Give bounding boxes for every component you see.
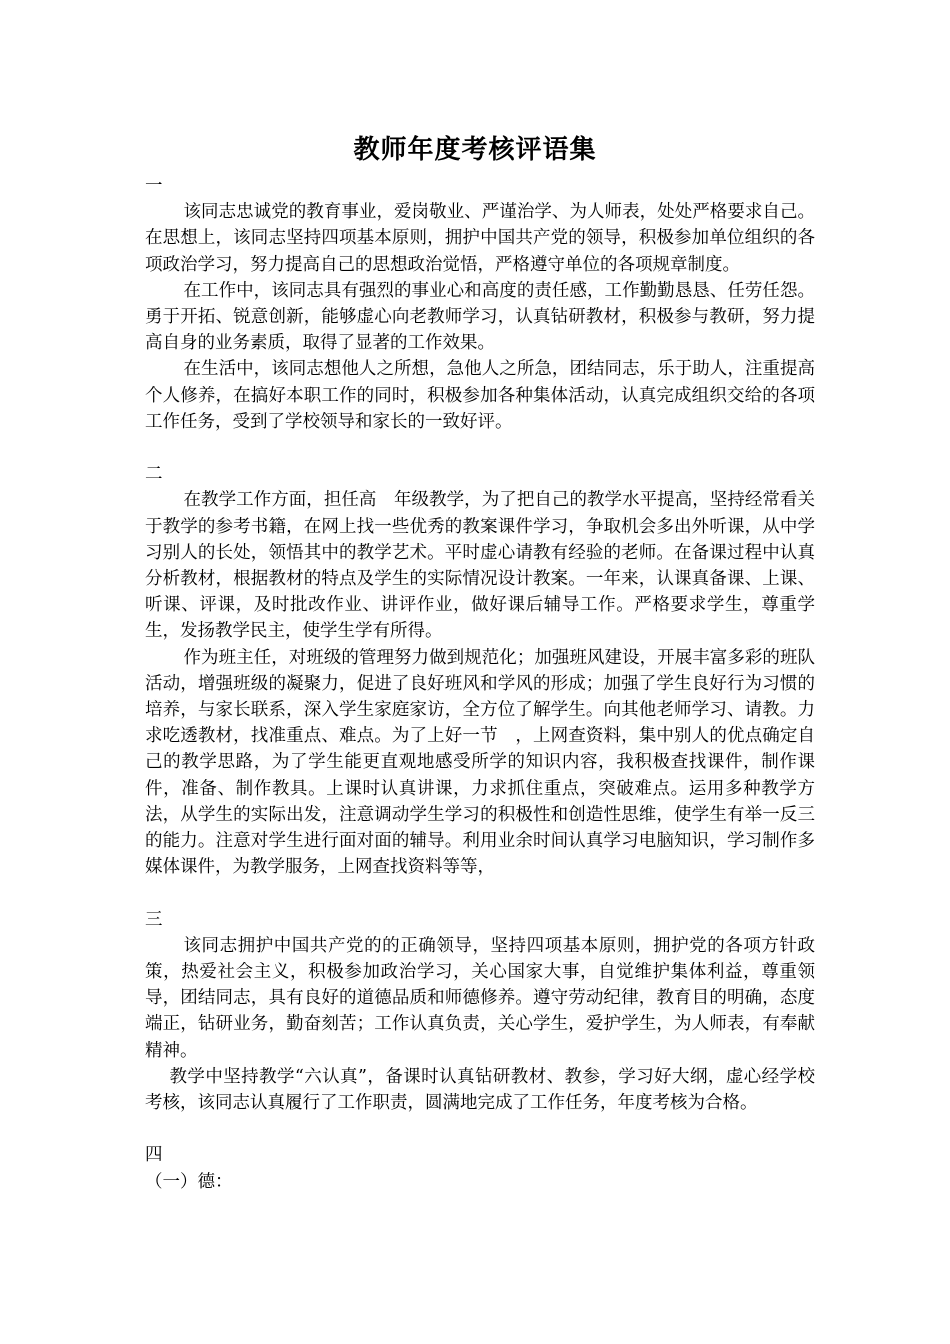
section-heading: 二 bbox=[145, 464, 163, 485]
section-4 bbox=[145, 1142, 815, 1194]
spacer bbox=[145, 1116, 815, 1142]
section-heading: 一 bbox=[145, 176, 163, 196]
section-heading: 三 bbox=[145, 909, 163, 930]
section-3 bbox=[145, 907, 815, 1117]
section-heading: 四 bbox=[145, 1145, 163, 1166]
section-1 bbox=[145, 173, 815, 435]
subsection-heading: （一）德： bbox=[145, 1171, 233, 1192]
document-body bbox=[145, 173, 815, 1195]
paragraph: 在教学工作方面，担任高 年级教学，为了把自己的教学水平提高，坚持经常看关于教学的参考书籍，在网上找一些优秀的教案课件学习，争取机会多出外听课，从中学习别人的长处，领悟其中的教学艺术。平时虚心请教有经验的老师。在备课过程中认真分析教材，根据教材的特点及学生的实际情况设计教案。一年来，认课真备课、上课、听课、评课，及时批改作业、讲评作业，做好课后辅导工作。严格要求学生，尊重学生，发扬教学民主，使学生学有所得。 bbox=[145, 490, 815, 642]
paragraph: 在工作中，该同志具有强烈的事业心和高度的责任感，工作勤勤恳恳、任劳任怨。勇于开拓、锐意创新，能够虚心向老教师学习，认真钻研教材，积极参与教研，努力提高自身的业务素质，取得了显著的工作效果。 bbox=[145, 280, 815, 354]
section-2 bbox=[145, 461, 815, 880]
document-title: 教师年度考核评语集 bbox=[353, 135, 597, 165]
paragraph: 该同志忠诚党的教育事业，爱岗敬业、严谨治学、为人师表，处处严格要求自己。在思想上，该同志坚持四项基本原则，拥护中国共产党的领导，积极参加单位组织的各项政治学习，努力提高自己的思想政治觉悟，严格遵守单位的各项规章制度。 bbox=[145, 202, 815, 275]
paragraph: 该同志拥护中国共产党的的正确领导，坚持四项基本原则，拥护党的各项方针政策，热爱社会主义，积极参加政治学习，关心国家大事，自觉维护集体利益，尊重领导，团结同志，具有良好的道德品质和师德修养。遵守劳动纪律，教育目的明确，态度端正，钻研业务，勤奋刻苦；工作认真负责，关心学生，爱护学生，为人师表，有奉献精神。 bbox=[145, 935, 815, 1061]
paragraph: 在生活中，该同志想他人之所想，急他人之所急，团结同志，乐于助人，注重提高个人修养，在搞好本职工作的同时，积极参加各种集体活动，认真完成组织交给的各项工作任务，受到了学校领导和家长的一致好评。 bbox=[145, 359, 815, 432]
paragraph: 教学中坚持教学“六认真”，备课时认真钻研教材、教参，学习好大纲，虚心经学校考核，该同志认真履行了工作职责，圆满地完成了工作任务，年度考核为合格。 bbox=[145, 1066, 815, 1114]
spacer bbox=[145, 880, 815, 906]
spacer bbox=[145, 435, 815, 461]
paragraph: 作为班主任，对班级的管理努力做到规范化；加强班风建设，开展丰富多彩的班队活动，增强班级的凝聚力，促进了良好班风和学风的形成；加强了学生良好行为习惯的培养，与家长联系，深入学生家庭家访，全方位了解学生。向其他老师学习、请教。力求吃透教材，找准重点、难点。为了上好一节 ，上网查资料，集中别人的优点确定自己的教学思路，为了学生能更直观地感受所学的知识内容，我积极查找课件，制作课件，准备、制作教具。上课时认真讲课，力求抓住重点，突破难点。运用多种教学方法，从学生的实际出发，注意调动学生学习的积极性和创造性思维，使学生有举一反三的能力。注意对学生进行面对面的辅导。利用业余时间认真学习电脑知识，学习制作多媒体课件，为教学服务，上网查找资料等等， bbox=[145, 647, 815, 878]
